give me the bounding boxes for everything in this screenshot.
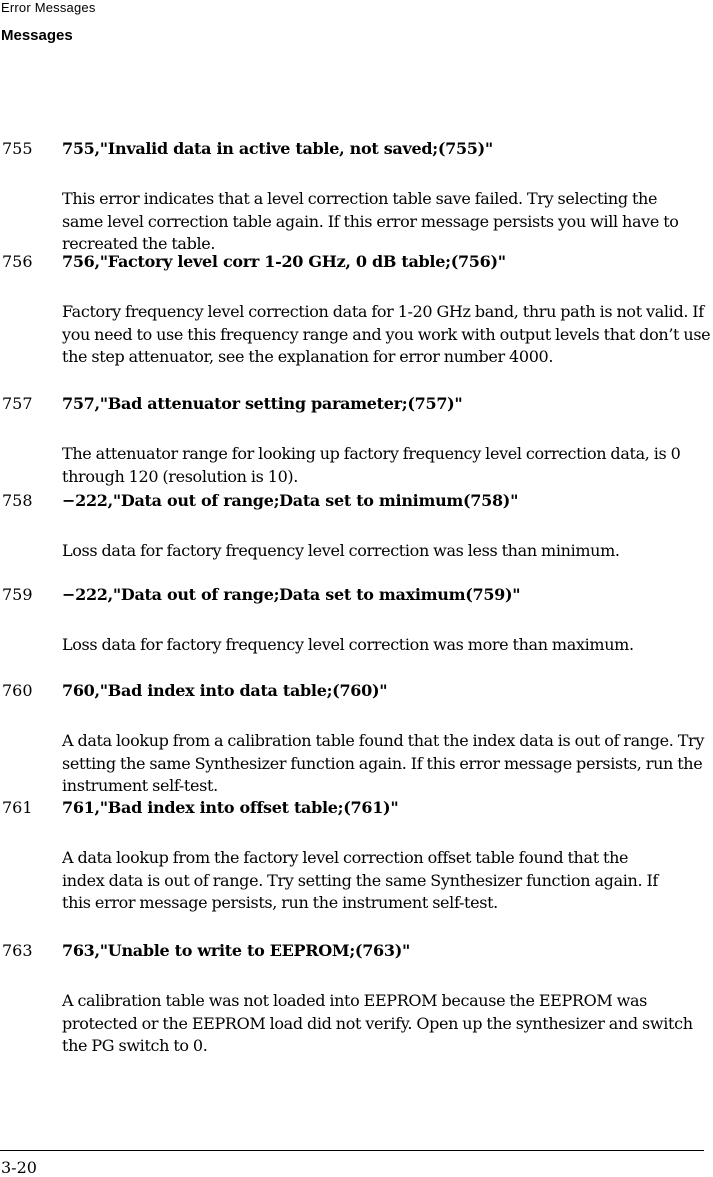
error-code: 756: [2, 252, 33, 271]
error-description: Factory frequency level correction data for 1-20 GHz band, thru path is not valid. If you need to use this frequency range and you work with output levels that don’t use the step attenuator, see the explanation for error number 4000.: [62, 302, 711, 366]
error-entry-759: [0, 584, 713, 680]
error-title: 760,"Bad index into data table;(760)": [62, 681, 388, 700]
error-title: 757,"Bad attenuator setting parameter;(757)": [62, 394, 463, 413]
error-code: 763: [2, 941, 33, 960]
error-title: 756,"Factory level corr 1-20 GHz, 0 dB table;(756)": [62, 252, 506, 271]
error-title: 755,"Invalid data in active table, not saved;(755)": [62, 139, 493, 158]
page-number: 3-20: [1, 1158, 37, 1177]
error-code: 755: [2, 139, 33, 158]
error-code: 758: [2, 491, 33, 510]
error-code: 759: [2, 585, 33, 604]
error-entry-757: [0, 393, 713, 490]
error-entry-756: [0, 251, 713, 393]
error-description: A data lookup from a calibration table found that the index data is out of range. Try setting the same Synthesizer function again. If this error message persists, run the instrument self-test.: [62, 731, 705, 795]
error-entry-761: [0, 797, 713, 940]
error-entry-755: [0, 138, 713, 251]
running-header-section: Error Messages: [1, 0, 96, 15]
error-title: −222,"Data out of range;Data set to minimum(758)": [62, 491, 519, 510]
error-title: 761,"Bad index into offset table;(761)": [62, 798, 399, 817]
error-description: The attenuator range for looking up factory frequency level correction data, is 0 through 120 (resolution is 10).: [62, 444, 681, 486]
error-entry-760: [0, 680, 713, 797]
error-description: Loss data for factory frequency level correction was more than maximum.: [62, 635, 634, 654]
running-header-subsection: Messages: [1, 27, 73, 44]
error-entry-758: [0, 490, 713, 584]
error-description: Loss data for factory frequency level correction was less than minimum.: [62, 541, 620, 560]
error-title: 763,"Unable to write to EEPROM;(763)": [62, 941, 411, 960]
error-description: This error indicates that a level correction table save failed. Try selecting the same level correction table again. If this error message persists you will have to recreated the table.: [62, 189, 679, 253]
error-code: 761: [2, 798, 33, 817]
error-code: 757: [2, 394, 33, 413]
error-description: A calibration table was not loaded into EEPROM because the EEPROM was protected or the EEPROM load did not verify. Open up the synthesizer and switch the PG switch to 0.: [62, 991, 693, 1055]
error-title: −222,"Data out of range;Data set to maximum(759)": [62, 585, 521, 604]
error-message-list: [0, 138, 713, 1058]
error-entry-763: [0, 940, 713, 1058]
error-description: A data lookup from the factory level correction offset table found that the index data is out of range. Try setting the same Synthesizer function again. If this error message persists, run the instrument self-test.: [62, 848, 658, 912]
error-code: 760: [2, 681, 33, 700]
footer-divider: [0, 1150, 704, 1151]
